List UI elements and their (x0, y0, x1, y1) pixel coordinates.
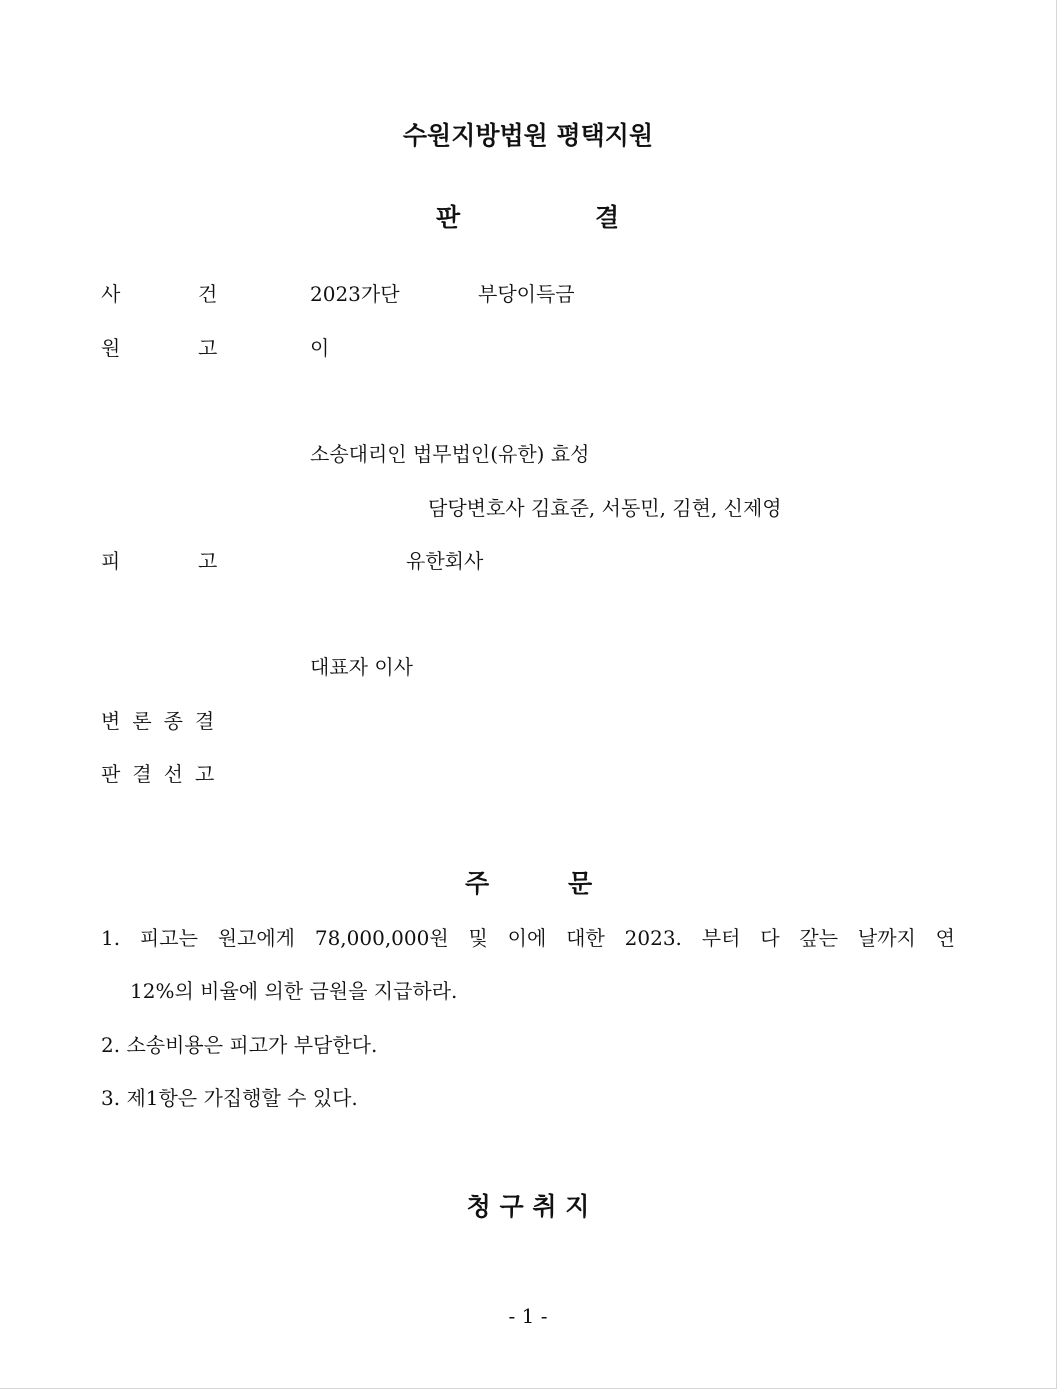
court-name: 수원지방법원 평택지원 (402, 121, 654, 150)
defendant-name: 유한회사 (406, 549, 484, 573)
order-item-1-line-2: 12%의 비율에 의한 금원을 지급하라. (130, 979, 458, 1003)
order-heading-left: 주 (465, 869, 490, 898)
defendant-representative: 대표자 이사 (310, 655, 413, 679)
order-item-3: 3. 제1항은 가집행할 수 있다. (101, 1086, 358, 1110)
page-number: - 1 - (508, 1304, 548, 1328)
claim-heading: 청 구 취 지 (466, 1192, 590, 1221)
order-item-1-line-1: 1. 피고는 원고에게 78,000,000원 및 이에 대한 2023. 부터 다 갚는 날까지 연 (101, 926, 955, 950)
defendant-label-b: 고 (198, 549, 218, 573)
case-name: 부당이득금 (478, 282, 575, 306)
case-label-b: 건 (198, 282, 218, 306)
plaintiff-name: 이 (310, 336, 330, 360)
argument-closed-label: 변론종결 (101, 709, 227, 733)
judgment-date-label: 판결선고 (101, 762, 227, 786)
document-title-right: 결 (595, 203, 620, 232)
document-title-left: 판 (436, 203, 461, 232)
plaintiff-label-a: 원 (101, 336, 121, 360)
counsel-firm: 소송대리인 법무법인(유한) 효성 (310, 442, 590, 466)
case-number: 2023가단 (310, 282, 400, 306)
plaintiff-label-b: 고 (198, 336, 218, 360)
defendant-label-a: 피 (101, 549, 121, 573)
order-heading-right: 문 (568, 869, 593, 898)
counsel-lawyers: 담당변호사 김효준, 서동민, 김현, 신제영 (428, 496, 782, 520)
case-label-a: 사 (101, 282, 121, 306)
order-item-2: 2. 소송비용은 피고가 부담한다. (101, 1033, 378, 1057)
